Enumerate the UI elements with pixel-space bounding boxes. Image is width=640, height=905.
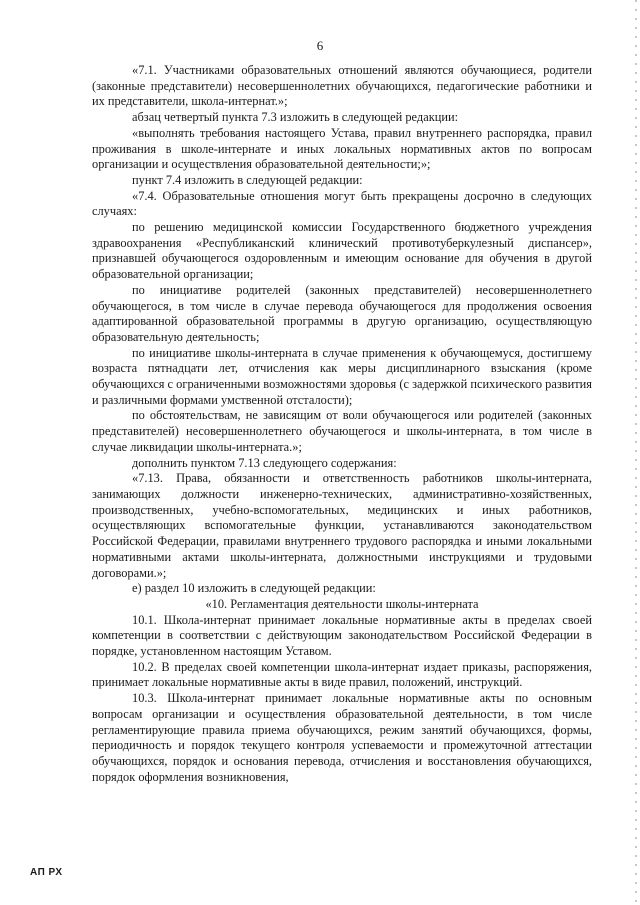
paragraph-7-4-parents: по инициативе родителей (законных представителей) несовершеннолетнего обучающегося, в том числе в случае перевода обучающегося для продолжения освоения адаптированной образовательной программы в другую организацию, осуществляющую образовательную деятельность; (92, 282, 592, 344)
footer-mark: АП РХ (30, 867, 63, 878)
paragraph-7-4-school: по инициативе школы-интерната в случае применения к обучающемуся, достигшему возраста пятнадцати лет, отчисления как меры дисциплинарного взыскания (кроме обучающихся с ограниченными возможностями здоровья (с задержкой психического развития и различными формами умственной отсталости); (92, 345, 592, 407)
paragraph-instruction-7-3: абзац четвертый пункта 7.3 изложить в следующей редакции: (132, 110, 459, 125)
document-body (92, 63, 592, 785)
paragraph-7-3-text: «выполнять требования настоящего Устава, правил внутреннего распорядка, правил проживания в школе-интернате и иных локальных нормативных актов по вопросам организации и осуществления образовательной деятельности;»; (92, 125, 592, 172)
paragraph-7-4-circumstances: по обстоятельствам, не зависящим от воли обучающегося или родителей (законных представителей) несовершеннолетнего обучающегося и школы-интерната, в том числе в случае ликвидации школы-интерната.»; (92, 408, 592, 454)
section-10-heading: «10. Регламентация деятельности школы-интерната (205, 596, 479, 611)
paragraph-10-1: 10.1. Школа-интернат принимает локальные нормативные акты в пределах своей компетенции в соответствии с действующим законодательством Российской Федерации в порядке, установленном настоящим Уставом. (92, 612, 592, 659)
paragraph-instruction-section-10: е) раздел 10 изложить в следующей редакции: (132, 581, 376, 596)
paragraph-10-2: 10.2. В пределах своей компетенции школа-интернат издает приказы, распоряжения, принимает локальные нормативные акты в виде правил, положений, инструкций. (92, 659, 592, 690)
paragraph-10-3: 10.3. Школа-интернат принимает локальные нормативные акты по основным вопросам организации и осуществления образовательной деятельности, в том числе регламентирующие правила приема обучающихся, режим занятий обучающихся, формы, периодичность и порядок текущего контроля успеваемости и промежуточной аттестации обучающихся, порядок и основания перевода, отчисления и восстановления обучающихся, порядок оформления возникновения, (92, 691, 592, 784)
paragraph-instruction-7-4: пункт 7.4 изложить в следующей редакции: (132, 172, 363, 187)
paragraph-7-4: «7.4. Образовательные отношения могут быть прекращены досрочно в следующих случаях: (92, 188, 592, 219)
paragraph-7-13: «7.13. Права, обязанности и ответственность работников школы-интерната, занимающих должности инженерно-технических, административно-хозяйственных, производственных, учебно-вспомогательных, медицинских и иных работников, осуществляющих вспомогательные функции, устанавливаются законодательством Российской Федерации, правилами внутреннего трудового распорядка и иными локальными нормативными актами школы-интерната, должностными инструкциями и трудовыми договорами.»; (92, 471, 592, 580)
paragraph-7-1: «7.1. Участниками образовательных отношений являются обучающиеся, родители (законные представители) несовершеннолетних обучающихся, педагогические работники и их представители, школа-интернат.»; (92, 63, 592, 109)
page-number: 6 (316, 38, 324, 53)
scan-edge-dots (635, 0, 637, 905)
paragraph-instruction-7-13: дополнить пунктом 7.13 следующего содержания: (132, 455, 397, 470)
paragraph-7-4-medical: по решению медицинской комиссии Государственного бюджетного учреждения здравоохранения «Республиканский клинический противотуберкулезный диспансер», признавшей обучающегося оздоровленным и имеющим основание для обучения в другой образовательной организации; (92, 220, 592, 282)
